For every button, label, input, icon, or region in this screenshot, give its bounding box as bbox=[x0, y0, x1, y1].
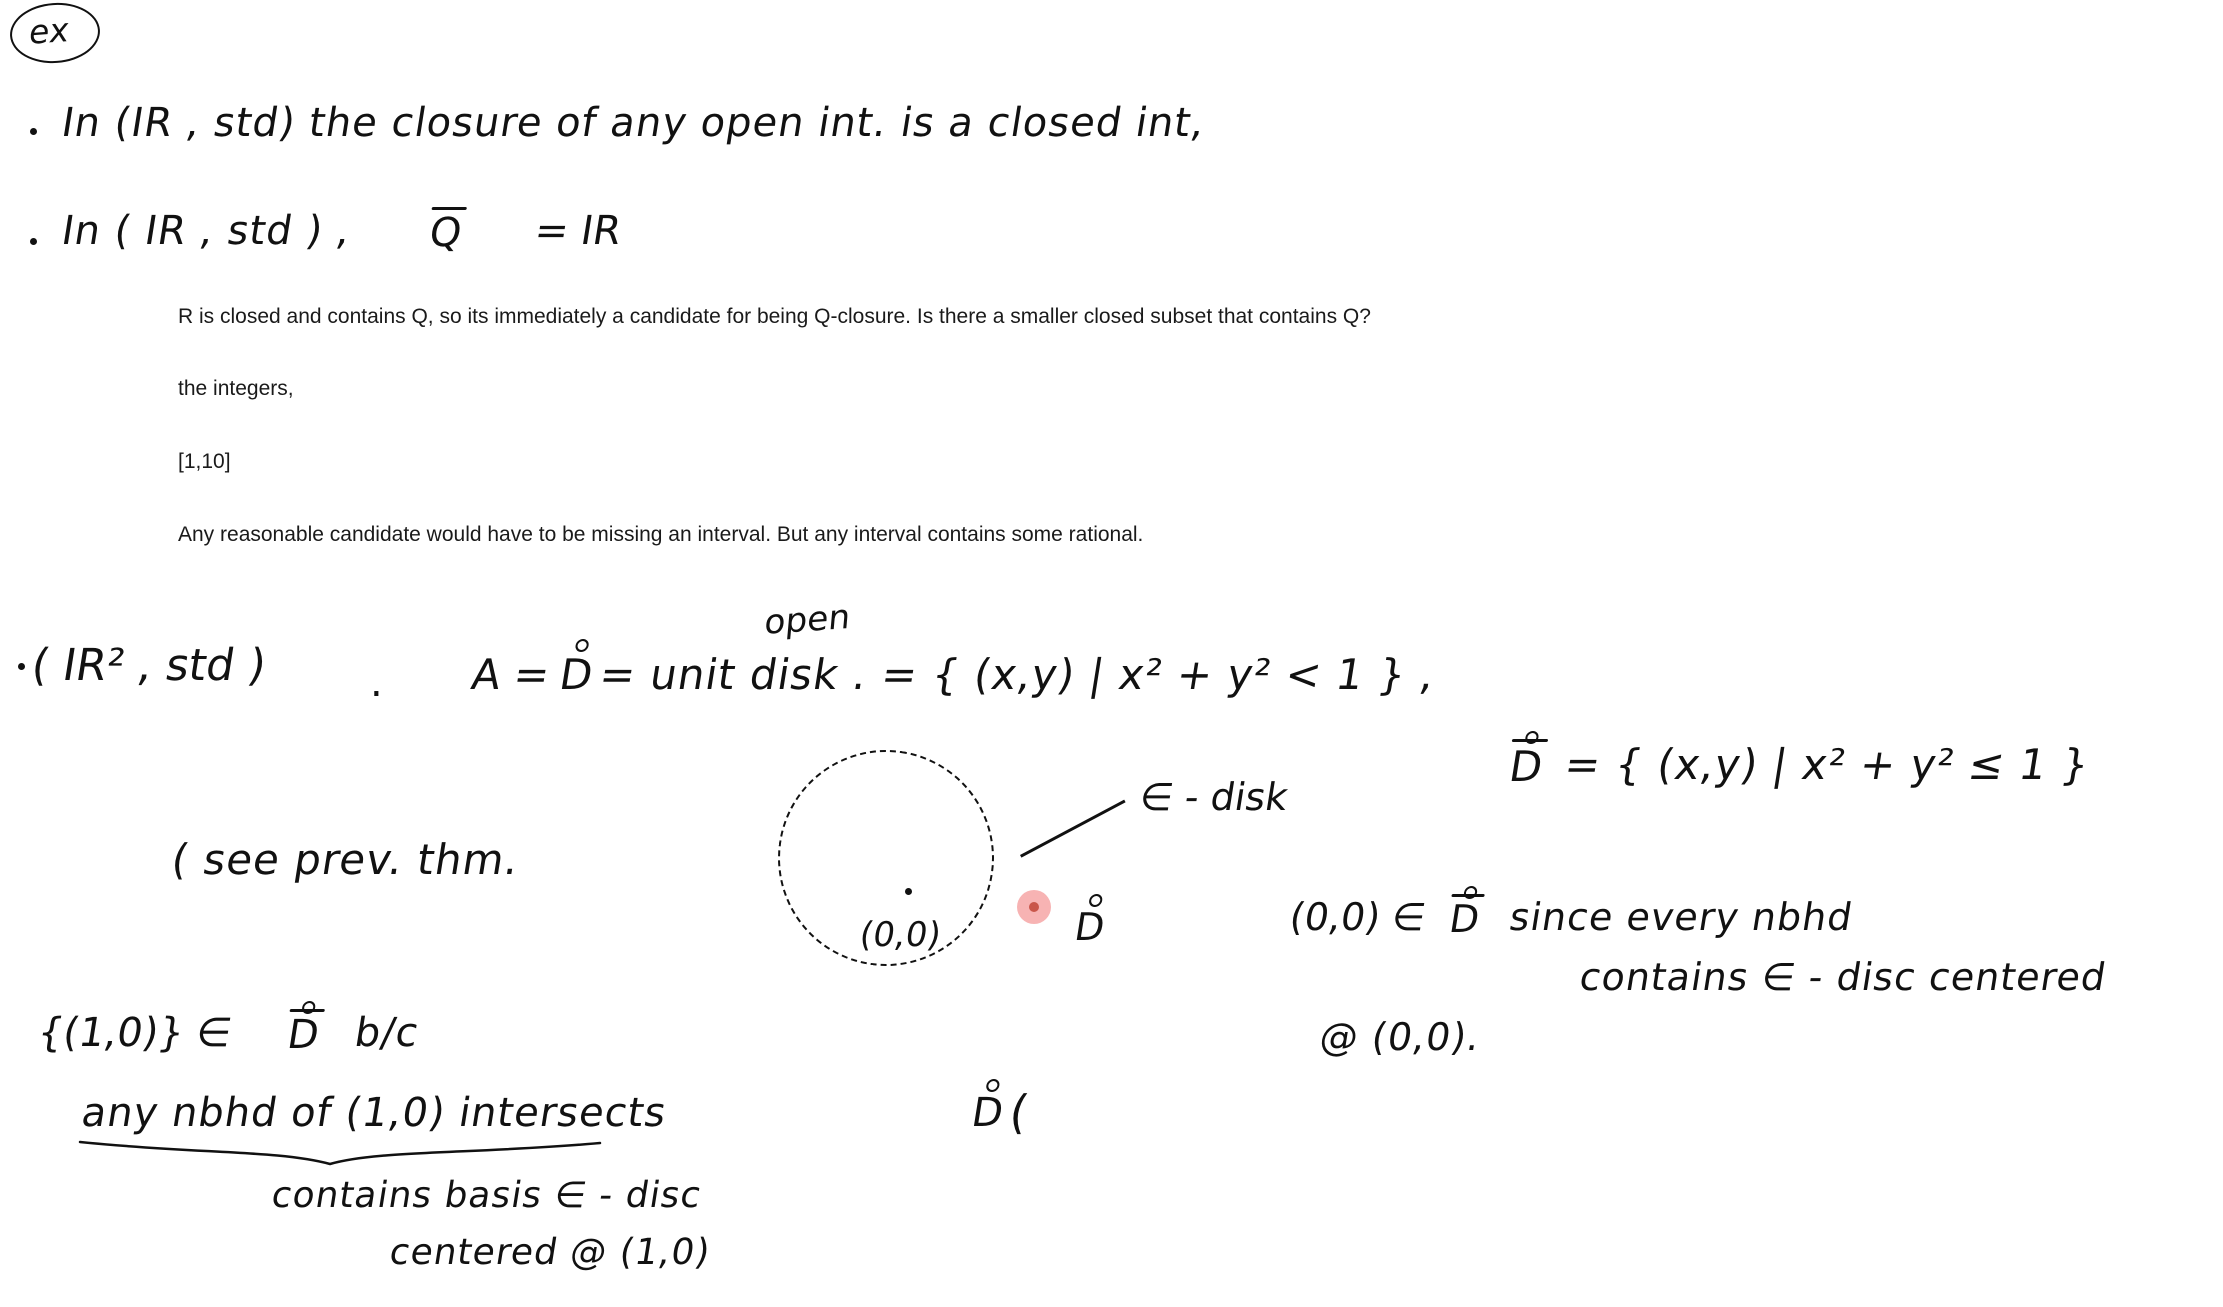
handwritten-line-2-prefix: In ( IR , std ) , bbox=[58, 208, 355, 254]
bullet-point-3 bbox=[18, 663, 25, 670]
interior-d-small-label bbox=[1072, 905, 1108, 949]
interior-ring-d-5: D bbox=[284, 1012, 323, 1058]
see-previous-theorem-note: ( see prev. thm. bbox=[168, 835, 524, 884]
underbrace bbox=[78, 1140, 603, 1166]
interior-ring-d-3: D bbox=[1071, 905, 1108, 949]
bullet-point-1 bbox=[30, 128, 37, 135]
origin-dot bbox=[905, 888, 912, 895]
right-note-closure-d bbox=[1446, 895, 1483, 941]
r2-std-label: ( IR² , std ) bbox=[27, 640, 270, 691]
example-badge-label: ex bbox=[27, 10, 70, 52]
bullet-point-2 bbox=[30, 238, 37, 245]
typed-paragraph-2: the integers, bbox=[178, 377, 294, 400]
set-a-definition-lhs: A = bbox=[468, 650, 554, 699]
right-note-line-3: @ (0,0). bbox=[1316, 1015, 1484, 1059]
interior-ring-d-2: D bbox=[1505, 742, 1547, 791]
left-note-closure-d bbox=[284, 1010, 322, 1058]
closure-d-lhs bbox=[1506, 740, 1546, 791]
handwritten-line-2-q-closure bbox=[426, 208, 465, 256]
left-note-line-2-prefix: any nbhd of (1,0) intersects bbox=[78, 1090, 671, 1136]
left-note-line-1-prefix: {(1,0)} ∈ bbox=[34, 1010, 235, 1056]
left-note-line-2-suffix: ( bbox=[1005, 1085, 1033, 1139]
q-symbol: Q bbox=[426, 210, 465, 256]
closure-d-rhs: = { (x,y) | x² + y² ≤ 1 } bbox=[1561, 740, 2094, 789]
brace-note-line-2: centered @ (1,0) bbox=[386, 1232, 714, 1273]
interior-ring-d-4: D bbox=[1446, 897, 1483, 941]
highlighted-boundary-point bbox=[1017, 890, 1051, 924]
interior-ring-d-6: D bbox=[968, 1090, 1007, 1136]
closure-bar-q bbox=[426, 208, 465, 256]
typed-paragraph-1: R is closed and contains Q, so its immediately a candidate for being Q-closure. Is there a smaller closed subset that contains Q? bbox=[178, 305, 1371, 328]
typed-paragraph-4: Any reasonable candidate would have to be missing an interval. But any interval contains some rational. bbox=[178, 523, 1144, 546]
right-note-line-2: contains ∈ - disc centered bbox=[1576, 955, 2110, 999]
open-label: open bbox=[762, 597, 852, 643]
epsilon-disk-leader-line bbox=[1020, 800, 1125, 858]
example-badge bbox=[8, 0, 102, 66]
epsilon-disk-label: ∈ - disk bbox=[1136, 775, 1291, 819]
set-a-interior-d bbox=[556, 650, 596, 699]
set-a-definition-rhs: = unit disk . = { (x,y) | x² + y² < 1 } , bbox=[596, 650, 1439, 699]
handwritten-line-2-equals-r: = IR bbox=[531, 208, 625, 254]
interior-ring-d: D bbox=[556, 650, 597, 699]
origin-label: (0,0) bbox=[856, 915, 944, 955]
brace-note-line-1: contains basis ∈ - disc bbox=[268, 1175, 705, 1216]
handwritten-line-1: In (IR , std) the closure of any open int. is a closed int, bbox=[58, 100, 1209, 146]
closure-bar-d bbox=[1506, 740, 1546, 791]
closure-bar-d-3 bbox=[284, 1010, 322, 1058]
closure-bar-d-2 bbox=[1446, 895, 1483, 941]
right-note-line-1-suffix: since every nbhd bbox=[1506, 895, 1857, 939]
period-after-r2: . bbox=[370, 660, 383, 706]
left-note-line-1-suffix: b/c bbox=[351, 1010, 423, 1056]
typed-paragraph-3: [1,10] bbox=[178, 450, 231, 473]
left-note-interior-d bbox=[968, 1090, 1006, 1136]
right-note-line-1-prefix: (0,0) ∈ bbox=[1286, 895, 1429, 939]
